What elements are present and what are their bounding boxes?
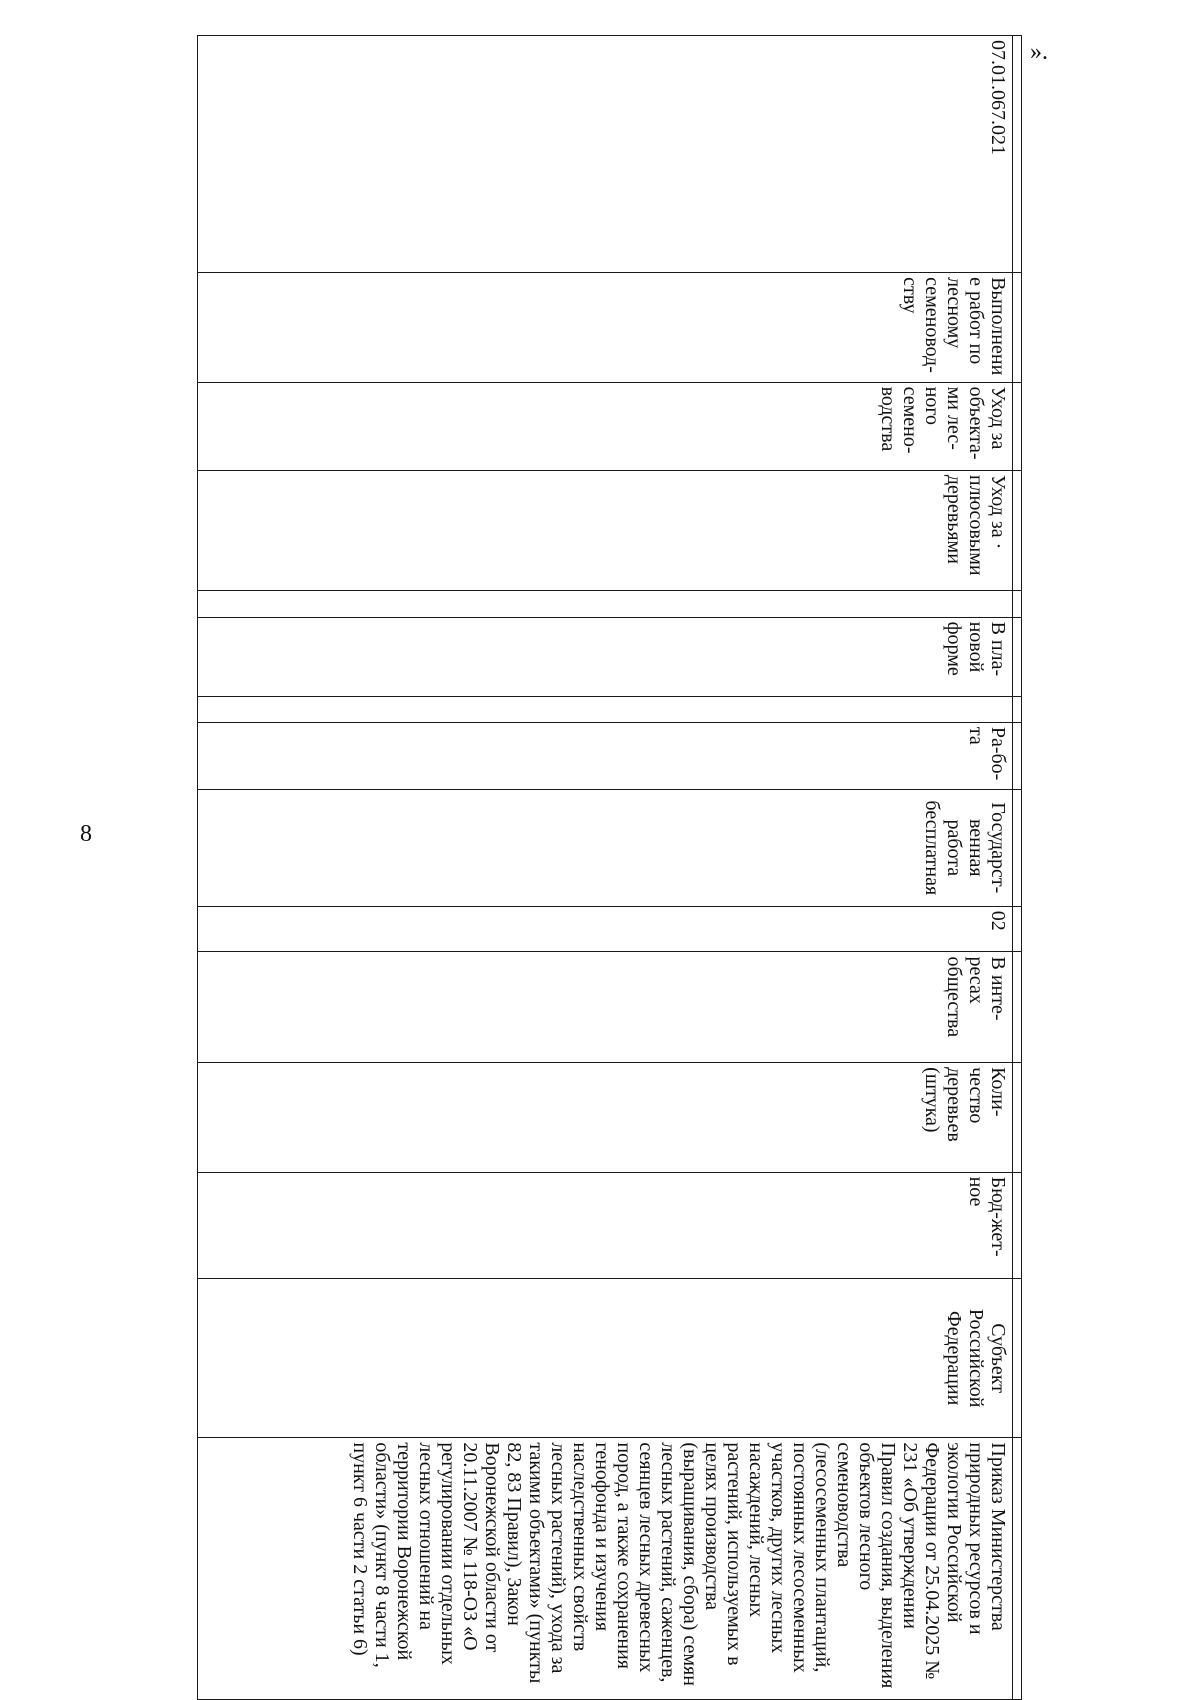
item-number: 02 <box>198 906 1013 952</box>
service-content-2: Уход за · плюсовыми деревьями <box>198 470 1013 590</box>
table-row <box>198 36 1013 1700</box>
closing-quote-mark: ». <box>1030 39 1048 65</box>
rotated-table-wrapper <box>197 35 1022 1700</box>
empty-column <box>198 591 1013 618</box>
empty-column <box>198 697 1013 723</box>
consumer-category: В инте-ресах общества <box>198 952 1013 1063</box>
service-name: Выполнение работ по лесному семеновод-ству <box>198 273 1013 383</box>
service-content-1: Уход за объекта-ми лес-ного семено-водства <box>198 382 1013 470</box>
service-type: Ра-бо-та <box>198 722 1013 789</box>
service-condition: В пла-новой форме <box>198 617 1013 697</box>
funding-source: Бюд-жет-ное <box>198 1172 1013 1278</box>
legal-basis: Приказ Министерства природных ресурсов и экологии Российской Федерации от 25.04.2025 № 231 «Об утверждении Правил создания, выделения объектов лесного семеноводства (лесосеменных плантаций, постоянных лесосеменных участков, других лесных насаждений, лесных растений, используемых в целях производства (выращивания, сбора) семян лесных растений, саженцев, сеянцев лесных древесных пород, а также сохранения генофонда и изучения наследственных свойств лесных растений), ухода за такими объектами» (пункты 82, 83 Правил), Закон Воронежской области от 20.11.2007 № 118-ОЗ «О регулировании отдельных лесных отношений на территории Воронежской области» (пункт 8 части 1, пункт 6 части 2 статьи 6) <box>198 1438 1013 1700</box>
page-number: 8 <box>80 821 92 847</box>
volume-indicator: Коли-чество деревьев (штука) <box>198 1063 1013 1173</box>
payment-type: Государст-венная работа бесплатная <box>198 789 1013 906</box>
responsible-authority: Субъект Российской Федерации <box>198 1278 1013 1437</box>
table-top-strip <box>1013 36 1022 1700</box>
services-table <box>197 35 1022 1700</box>
service-code: 07.01.067.021 <box>198 36 1013 273</box>
